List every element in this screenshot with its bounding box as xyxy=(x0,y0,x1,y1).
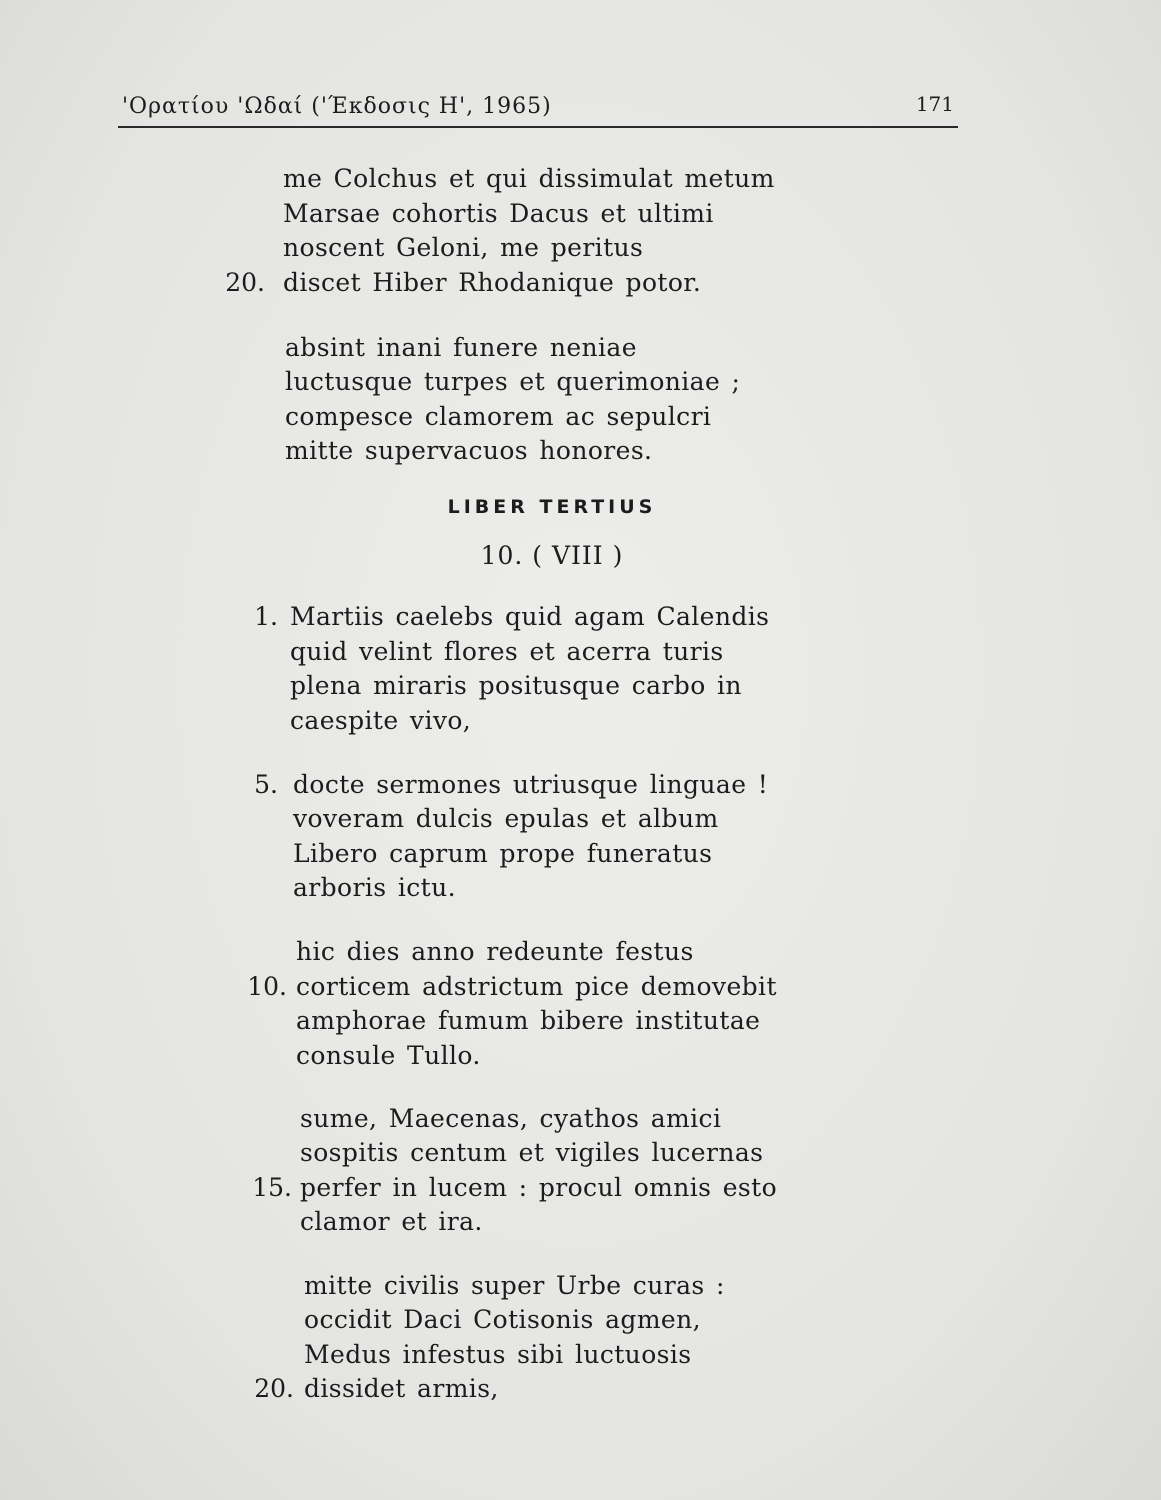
verse-line: sume, Maecenas, cyathos amici xyxy=(300,1104,722,1133)
ode-title: 10. ( VIII ) xyxy=(480,541,624,570)
verse-line: discet Hiber Rhodanique potor. xyxy=(283,268,702,297)
verse-line: corticem adstrictum pice demovebit xyxy=(296,972,777,1001)
verse-line: amphorae fumum bibere institutae xyxy=(296,1006,761,1035)
verse-line: Libero caprum prope funeratus xyxy=(293,839,713,868)
running-title: 'Ορατίου 'Ωδαί ('Έκδοσις Η', 1965) xyxy=(122,94,552,119)
verse-line: clamor et ira. xyxy=(300,1207,483,1236)
verse-line: me Colchus et qui dissimulat metum xyxy=(283,164,775,193)
verse-line: sospitis centum et vigiles lucernas xyxy=(300,1138,764,1167)
verse-line: absint inani funere neniae xyxy=(285,333,637,362)
verse-line: mitte supervacuos honores. xyxy=(285,436,653,465)
line-number: 5. xyxy=(254,770,278,799)
line-number: 10. xyxy=(247,972,287,1001)
line-number: 20. xyxy=(254,1374,294,1403)
verse-line: Martiis caelebs quid agam Calendis xyxy=(290,602,770,631)
verse-line: quid velint flores et acerra turis xyxy=(290,637,724,666)
verse-line: caespite vivo, xyxy=(290,706,472,735)
verse-line: plena miraris positusque carbo in xyxy=(290,671,742,700)
verse-line: Marsae cohortis Dacus et ultimi xyxy=(283,199,714,228)
verse-line: Medus infestus sibi luctuosis xyxy=(304,1340,692,1369)
line-number: 15. xyxy=(252,1173,292,1202)
verse-line: noscent Geloni, me peritus xyxy=(283,233,644,262)
verse-line: compesce clamorem ac sepulcri xyxy=(285,402,712,431)
verse-line: occidit Daci Cotisonis agmen, xyxy=(304,1305,701,1334)
verse-line: mitte civilis super Urbe curas : xyxy=(304,1271,725,1300)
page-number: 171 xyxy=(915,92,954,116)
line-number: 20. xyxy=(225,268,265,297)
verse-line: consule Tullo. xyxy=(296,1041,481,1070)
verse-line: luctusque turpes et querimoniae ; xyxy=(285,367,741,396)
verse-line: hic dies anno redeunte festus xyxy=(296,937,694,966)
verse-line: docte sermones utriusque linguae ! xyxy=(293,770,769,799)
verse-line: perfer in lucem : procul omnis esto xyxy=(300,1173,778,1202)
verse-line: arboris ictu. xyxy=(293,873,456,902)
verse-line: voveram dulcis epulas et album xyxy=(293,804,719,833)
book-title: LIBER TERTIUS xyxy=(447,496,657,518)
verse-line: dissidet armis, xyxy=(304,1374,499,1403)
running-head xyxy=(118,92,958,128)
line-number: 1. xyxy=(254,602,278,631)
